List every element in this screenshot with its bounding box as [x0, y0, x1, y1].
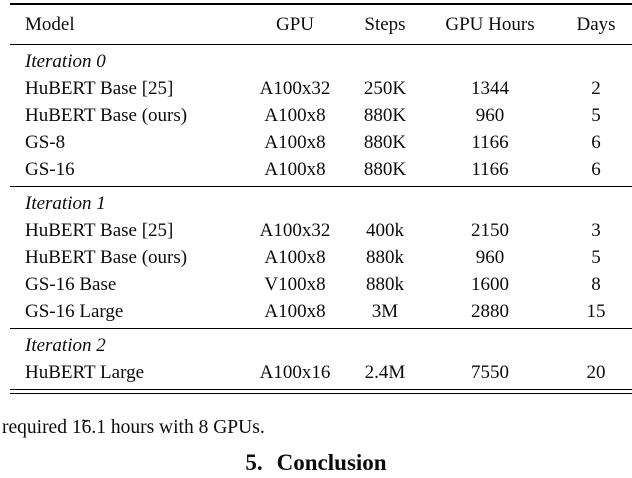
- table-row: [10, 75, 632, 102]
- column-header-gpu: GPU: [275, 13, 314, 35]
- cell-steps: 3M: [371, 300, 399, 322]
- cell-gpu: A100x8: [264, 104, 326, 126]
- cell-model: GS-16 Base: [25, 273, 117, 295]
- section-label-row: [10, 332, 632, 359]
- cell-gpu: A100x8: [264, 300, 326, 322]
- cell-gpu-hours: 1600: [471, 273, 509, 295]
- cell-days: 5: [591, 246, 601, 268]
- cell-gpu-hours: 960: [475, 246, 505, 268]
- cell-gpu-hours: 1166: [471, 131, 509, 153]
- cell-gpu-hours: 960: [475, 104, 505, 126]
- section-label: Iteration 0: [25, 50, 106, 72]
- column-header-days: Days: [576, 13, 616, 35]
- cell-gpu: A100x32: [259, 77, 331, 99]
- cell-steps: 880K: [363, 131, 407, 153]
- table-section: [10, 45, 632, 186]
- cell-steps: 880K: [363, 104, 407, 126]
- cell-gpu-hours: 1166: [471, 158, 509, 180]
- compute-cost-table: [10, 3, 632, 394]
- table-row: [10, 271, 632, 298]
- table-section: [10, 187, 632, 328]
- column-header-steps: Steps: [364, 13, 406, 35]
- table-row: [10, 359, 632, 386]
- cell-model: HuBERT Base [25]: [25, 219, 174, 241]
- cell-days: 8: [591, 273, 601, 295]
- cell-days: 2: [591, 77, 601, 99]
- table-row: [10, 217, 632, 244]
- cell-steps: 880k: [366, 273, 404, 295]
- cell-model: HuBERT Large: [25, 361, 145, 383]
- cell-days: 6: [591, 158, 601, 180]
- cell-steps: 250K: [363, 77, 407, 99]
- table-row: [10, 298, 632, 325]
- section-number: 5.: [245, 450, 263, 475]
- cell-days: 20: [586, 361, 606, 383]
- cell-days: 15: [586, 300, 606, 322]
- section-label-row: [10, 48, 632, 75]
- cell-gpu-hours: 1344: [471, 77, 509, 99]
- cell-steps: 880K: [363, 158, 407, 180]
- table-row: [10, 129, 632, 156]
- section-title: Conclusion: [276, 450, 387, 475]
- cell-model: HuBERT Base [25]: [25, 77, 174, 99]
- section-label: Iteration 2: [25, 334, 106, 356]
- table-row: [10, 102, 632, 129]
- cell-gpu: A100x8: [264, 246, 326, 268]
- cell-gpu: A100x32: [259, 219, 331, 241]
- column-header-model: Model: [25, 13, 75, 35]
- section-label-row: [10, 190, 632, 217]
- table-row: [10, 156, 632, 183]
- section-label: Iteration 1: [25, 192, 106, 214]
- column-header-gpu-hours: GPU Hours: [445, 13, 535, 35]
- table-section: [10, 329, 632, 389]
- cell-model: GS-16 Large: [25, 300, 124, 322]
- cell-model: HuBERT Base (ours): [25, 246, 188, 268]
- cell-gpu: V100x8: [264, 273, 326, 295]
- cell-gpu: A100x8: [264, 131, 326, 153]
- cell-days: 3: [591, 219, 601, 241]
- cell-gpu-hours: 2150: [471, 219, 509, 241]
- paragraph-fragment: required 1̃6.1 hours with 8 GPUs.: [2, 417, 265, 438]
- cell-gpu: A100x8: [264, 158, 326, 180]
- cell-days: 5: [591, 104, 601, 126]
- cell-model: GS-16: [25, 158, 75, 180]
- cell-steps: 2.4M: [364, 361, 406, 383]
- table-rule-bottom: [10, 389, 632, 394]
- cell-model: HuBERT Base (ours): [25, 104, 188, 126]
- table-header-row: [10, 5, 632, 44]
- cell-gpu-hours: 2880: [471, 300, 509, 322]
- cell-gpu-hours: 7550: [471, 361, 509, 383]
- cell-days: 6: [591, 131, 601, 153]
- cell-model: GS-8: [25, 131, 66, 153]
- table-row: [10, 244, 632, 271]
- cell-steps: 400k: [366, 219, 404, 241]
- section-heading-conclusion: [0, 450, 632, 476]
- table-body: [10, 45, 632, 394]
- cell-steps: 880k: [366, 246, 404, 268]
- cell-gpu: A100x16: [259, 361, 331, 383]
